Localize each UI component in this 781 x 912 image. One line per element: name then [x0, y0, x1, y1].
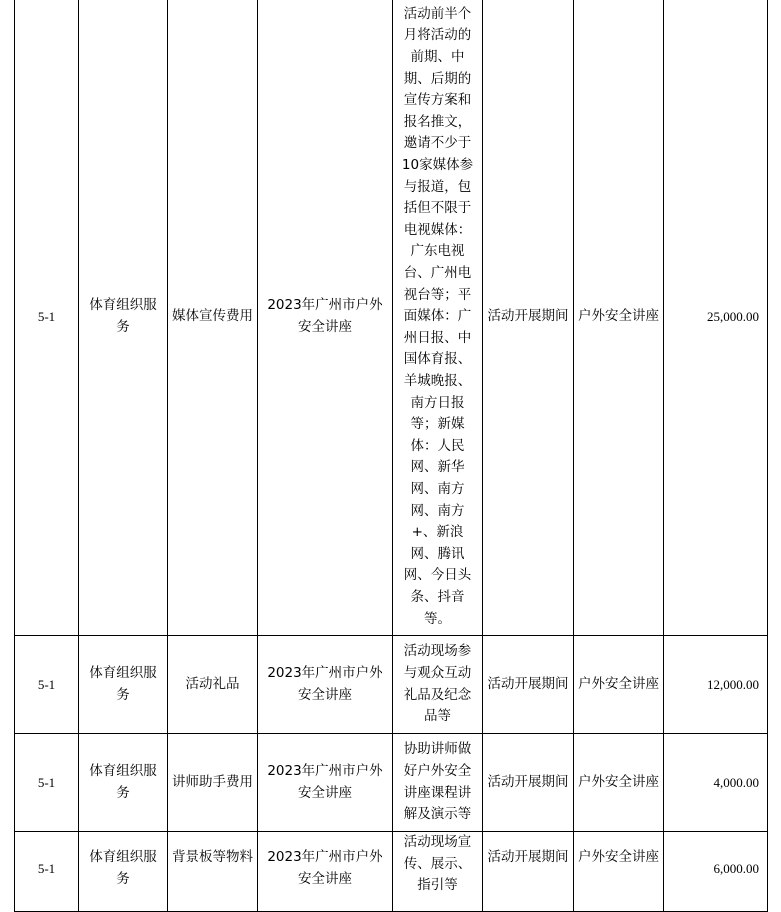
row-index: 5-1	[15, 832, 79, 912]
activity-theme: 户外安全讲座	[574, 734, 664, 832]
expense-item: 活动礼品	[168, 636, 258, 734]
service-period: 活动开展期间	[483, 636, 574, 734]
amount: 12,000.00	[664, 636, 768, 734]
item-description: 协助讲师做好户外安全讲座课程讲解及演示等	[393, 734, 483, 832]
item-description: 活动现场宣传、展示、指引等	[393, 832, 483, 912]
service-period: 活动开展期间	[483, 0, 574, 636]
service-category: 体育组织服务	[79, 734, 168, 832]
expense-item: 讲师助手费用	[168, 734, 258, 832]
row-index: 5-1	[15, 0, 79, 636]
row-index: 5-1	[15, 636, 79, 734]
activity-theme: 户外安全讲座	[574, 0, 664, 636]
table-row	[15, 0, 768, 636]
project-name: 2023年广州市户外安全讲座	[258, 0, 393, 636]
service-category: 体育组织服务	[79, 832, 168, 912]
amount: 6,000.00	[664, 832, 768, 912]
service-period: 活动开展期间	[483, 832, 574, 912]
service-category: 体育组织服务	[79, 0, 168, 636]
project-name: 2023年广州市户外安全讲座	[258, 636, 393, 734]
activity-theme: 户外安全讲座	[574, 832, 664, 912]
expense-item: 背景板等物料	[168, 832, 258, 912]
budget-table	[14, 0, 768, 912]
amount: 4,000.00	[664, 734, 768, 832]
project-name: 2023年广州市户外安全讲座	[258, 832, 393, 912]
item-description: 活动现场参与观众互动礼品及纪念品等	[393, 636, 483, 734]
project-name: 2023年广州市户外安全讲座	[258, 734, 393, 832]
service-category: 体育组织服务	[79, 636, 168, 734]
item-description: 活动前半个月将活动的前期、中期、后期的宣传方案和报名推文，邀请不少于10家媒体参与报道，包括但不限于电视媒体：广东电视台、广州电视台等；平面媒体：广州日报、中国体育报、羊城晚报、南方日报等；新媒体：人民网、新华网、南方网、南方+、新浪网、腾讯网、今日头条、抖音等。	[393, 0, 483, 636]
amount: 25,000.00	[664, 0, 768, 636]
table-row	[15, 832, 768, 912]
expense-item: 媒体宣传费用	[168, 0, 258, 636]
table-row	[15, 734, 768, 832]
service-period: 活动开展期间	[483, 734, 574, 832]
table-row	[15, 636, 768, 734]
row-index: 5-1	[15, 734, 79, 832]
activity-theme: 户外安全讲座	[574, 636, 664, 734]
